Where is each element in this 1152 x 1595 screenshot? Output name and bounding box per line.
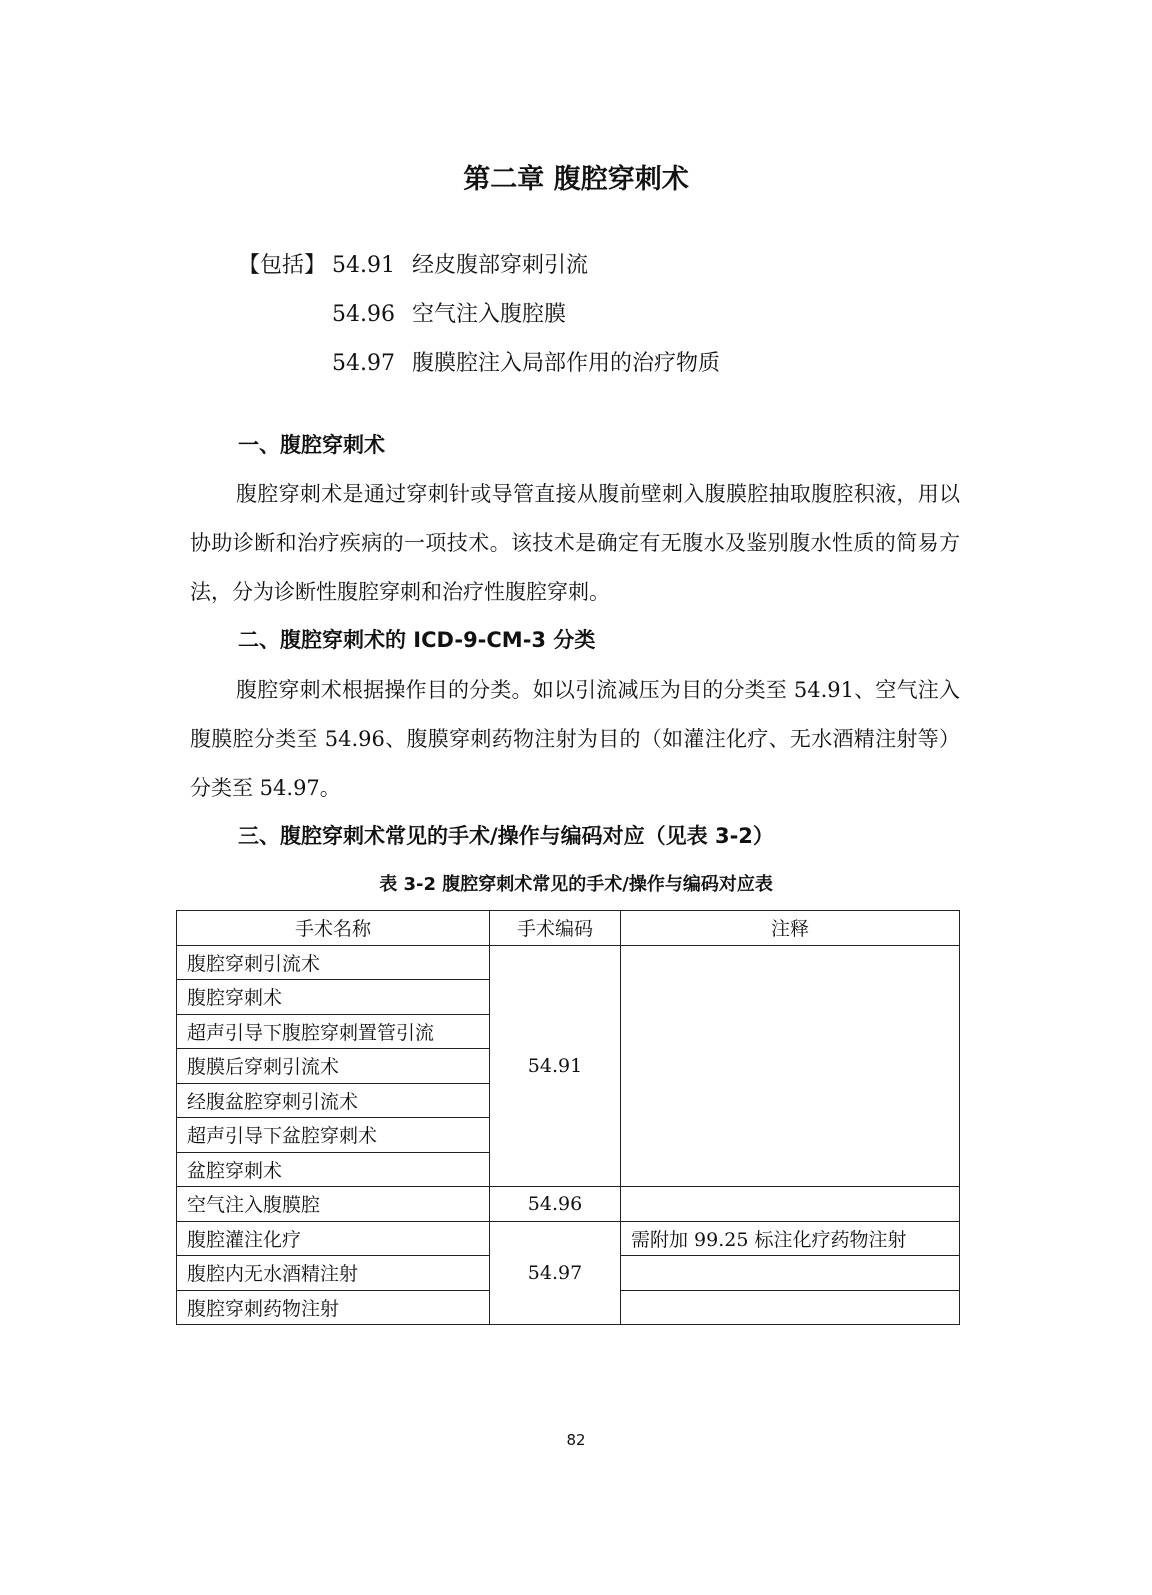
procedure-code-cell: 54.96 xyxy=(490,1187,621,1222)
procedure-name-cell: 经腹盆腔穿刺引流术 xyxy=(177,1083,490,1118)
procedure-code-cell: 54.91 xyxy=(490,945,621,1187)
header-procedure-name: 手术名称 xyxy=(177,911,490,946)
section-paragraph-2: 腹腔穿刺术根据操作目的分类。如以引流减压为目的分类至 54.91、空气注入腹膜腔分类至 54.96、腹膜穿刺药物注射为目的（如灌注化疗、无水酒精注射等）分类至 54.97。 xyxy=(190,678,960,800)
include-code: 54.96 xyxy=(332,302,395,327)
include-code: 54.97 xyxy=(332,351,395,376)
table-row xyxy=(177,945,960,980)
note-cell xyxy=(621,1290,960,1325)
section-heading-2: 二、腹腔穿刺术的 ICD-9-CM-3 分类 xyxy=(238,628,596,652)
procedure-name-cell: 超声引导下盆腔穿刺术 xyxy=(177,1118,490,1153)
procedure-name-cell: 腹腔内无水酒精注射 xyxy=(177,1256,490,1291)
table-row xyxy=(177,1187,960,1222)
procedure-name-cell: 盆腔穿刺术 xyxy=(177,1152,490,1187)
table-caption: 表 3-2 腹腔穿刺术常见的手术/操作与编码对应表 xyxy=(379,874,773,895)
procedure-name-cell: 腹腔穿刺药物注射 xyxy=(177,1290,490,1325)
include-text: 腹膜腔注入局部作用的治疗物质 xyxy=(412,351,721,376)
include-line-1 xyxy=(238,248,588,284)
header-notes: 注释 xyxy=(621,911,960,946)
page-number: 82 xyxy=(566,1431,586,1449)
section-paragraph-1: 腹腔穿刺术是通过穿刺针或导管直接从腹前壁刺入腹膜腔抽取腹腔积液，用以协助诊断和治疗疾病的一项技术。该技术是确定有无腹水及鉴别腹水性质的简易方法，分为诊断性腹腔穿刺和治疗性腹腔穿刺。 xyxy=(190,482,960,604)
header-procedure-code: 手术编码 xyxy=(490,911,621,946)
section-heading-3: 三、腹腔穿刺术常见的手术/操作与编码对应（见表 3-2） xyxy=(238,824,774,848)
note-cell xyxy=(621,945,960,1187)
chapter-title: 第二章 腹腔穿刺术 xyxy=(463,164,689,195)
note-cell: 需附加 99.25 标注化疗药物注射 xyxy=(621,1221,960,1256)
procedure-name-cell: 腹腔穿刺术 xyxy=(177,980,490,1015)
procedure-code-cell: 54.97 xyxy=(490,1221,621,1325)
include-label: 【包括】 xyxy=(238,253,327,278)
code-mapping-table xyxy=(176,910,960,1325)
section-heading-1: 一、腹腔穿刺术 xyxy=(238,433,385,457)
procedure-name-cell: 腹腔穿刺引流术 xyxy=(177,945,490,980)
include-line-2 xyxy=(238,297,566,333)
include-text: 经皮腹部穿刺引流 xyxy=(412,253,589,278)
table-row xyxy=(177,1221,960,1256)
include-code: 54.91 xyxy=(332,253,395,278)
include-line-3 xyxy=(238,346,720,382)
procedure-name-cell: 空气注入腹膜腔 xyxy=(177,1187,490,1222)
note-cell xyxy=(621,1187,960,1222)
procedure-name-cell: 腹膜后穿刺引流术 xyxy=(177,1049,490,1084)
procedure-name-cell: 腹腔灌注化疗 xyxy=(177,1221,490,1256)
include-text: 空气注入腹腔膜 xyxy=(412,302,567,327)
procedure-name-cell: 超声引导下腹腔穿刺置管引流 xyxy=(177,1014,490,1049)
table-header-row xyxy=(177,911,960,946)
note-cell xyxy=(621,1256,960,1291)
